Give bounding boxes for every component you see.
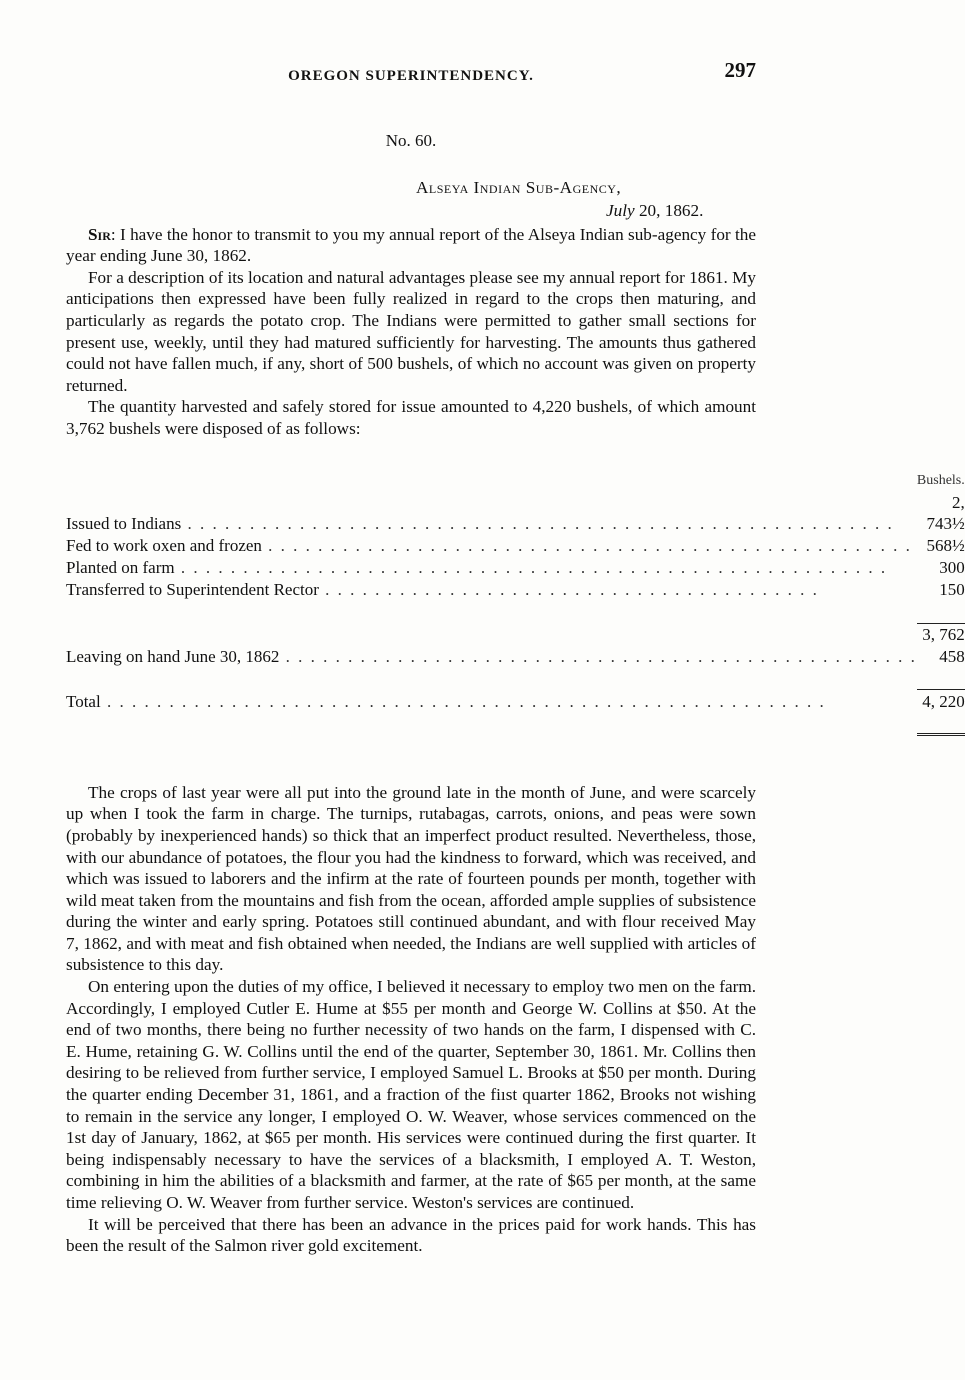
total-row: [66, 690, 965, 713]
subtotal-row: [66, 623, 965, 646]
total-value: 4, 220: [917, 690, 965, 713]
subtotal-value: 3, 762: [917, 623, 965, 646]
total-label: Total: [66, 691, 101, 711]
row-value: 568½: [926, 536, 965, 556]
table-row: [66, 557, 965, 579]
running-title: OREGON SUPERINTENDENCY.: [288, 68, 534, 84]
paragraph-3: The quantity harvested and safely stored for issue amounted to 4,220 bushels, of which amount 3,762 bushels were disposed of as follows:: [66, 397, 756, 438]
dateline-date: [416, 199, 756, 222]
paragraph-1-text: : I have the honor to transmit to you my annual report of the Alseya Indian sub-agency for the year ending June 30, 1862.: [66, 224, 756, 266]
table-row: [66, 492, 965, 535]
dot-leader: . . . . . . . . . . . . . . . . . . . . . . . . . . . . . . . . . . . . . . . . . . . . . . . . . . . . . . . . . .: [100, 691, 826, 711]
row-value: 300: [939, 558, 965, 578]
table-row: [66, 535, 965, 557]
row-value: 150: [939, 580, 965, 600]
row-label: Issued to Indians: [66, 514, 182, 534]
dateline-place: Alseya Indian Sub-Agency,: [416, 177, 622, 197]
dot-leader: . . . . . . . . . . . . . . . . . . . . . . . . . . . . . . . . . . . . . . . . . . . . . . . . . . . . . . . . .: [181, 514, 894, 534]
bushels-table: [66, 470, 965, 736]
row-label: Fed to work oxen and frozen: [66, 536, 262, 556]
paragraph-2: For a description of its location and natural advantages please see my annual report for 1861. My anticipations then expressed have been fully realized in regard to the crops then maturing, and particularly as regards the potato crop. The Indians were permitted to gather small sections for present use, weekly, until they had matured sufficiently for harvesting. The amounts thus gathered could not have fallen much, if any, short of 500 bushels, of which no account was given on property returned.: [66, 267, 756, 395]
document-number: No. 60.: [385, 131, 437, 150]
dot-leader: . . . . . . . . . . . . . . . . . . . . . . . . . . . . . . . . . . . . . . . . . . . . . . . . . . .: [279, 647, 917, 667]
remaining-value: 458: [939, 647, 965, 667]
row-label: Planted on farm: [66, 558, 175, 578]
running-header: [66, 58, 756, 92]
remaining-row: [66, 646, 965, 668]
paragraph-salutation: [66, 224, 756, 267]
dot-leader: . . . . . . . . . . . . . . . . . . . . . . . . . . . . . . . . . . . . . . . . . . . . . . . . . . . .: [261, 536, 912, 556]
page-number: 297: [724, 58, 756, 82]
paragraph-6: It will be perceived that there has been an advance in the prices paid for work hands. This has been the result of the Salmon river gold excitement.: [66, 1214, 756, 1256]
remaining-label: Leaving on hand June 30, 1862: [66, 647, 280, 667]
double-rule: [66, 712, 965, 734]
paragraph-4: The crops of last year were all put into the ground late in the month of June, and were scarcely up when I took the farm in charge. The turnips, rutabagas, carrots, onions, and peas were sown (probably by inexperienced hands) so thick that an imperfect product resulted. Nevertheless, those, with our abundance of potatoes, the flour you had the kindness to forward, which was received, and which was issued to laborers and the infirm at the rate of fourteen pounds per month, together with wild meat taken from the mountains and fish from the ocean, afforded ample supplies of subsistence during the winter and early spring. Potatoes still continued abundant, and with flour received May 7, 1862, and with meat and fish obtained when needed, the Indians are well supplied with articles of subsistence to this day.: [66, 782, 756, 975]
row-label: Transferred to Superintendent Rector: [66, 580, 319, 600]
dot-leader: . . . . . . . . . . . . . . . . . . . . . . . . . . . . . . . . . . . . . . . . . . . . . . . . . . . . . . . . .: [174, 558, 888, 578]
unit-header: Bushels.: [916, 472, 965, 488]
row-value: 2, 743½: [926, 492, 965, 534]
body-continued: [66, 782, 756, 1257]
document-page: [66, 58, 965, 1257]
salutation: Sir: [88, 224, 111, 244]
dot-leader: . . . . . . . . . . . . . . . . . . . . . . . . . . . . . . . . . . . . . . . .: [318, 580, 819, 600]
paragraph-5: On entering upon the duties of my office, I believed it necessary to employ two men on the farm. Accordingly, I employed Cutler E. Hume at $55 per month and George W. Collins at $50. At the end of two months, there being no further necessity of two hands on the farm, I dispensed with C. E. Hume, retaining G. W. Collins until the end of the quarter, September 30, 1861. Mr. Collins then desiring to be relieved from further service, I employed Samuel L. Brooks at $50 per month. During the quarter ending December 31, 1861, and a fraction of the fiıst quarter 1862, Brooks not wishing to remain in the service any longer, I employed O. W. Weaver, whose services commenced on the 1st day of January, 1862, at $65 per month. His services were continued during the first quarter. It being indispensably necessary to have the services of a blacksmith, I employed A. T. Weston, combining in him the abilities of a blacksmith and farmer, at the rate of $65 per month, at the same time relieving O. W. Weaver from further service. Weston's services are continued.: [66, 977, 756, 1212]
dateline: [66, 176, 756, 222]
date-rest: 20, 1862.: [634, 200, 704, 220]
table-row: [66, 579, 965, 601]
date-month: July: [606, 200, 635, 220]
